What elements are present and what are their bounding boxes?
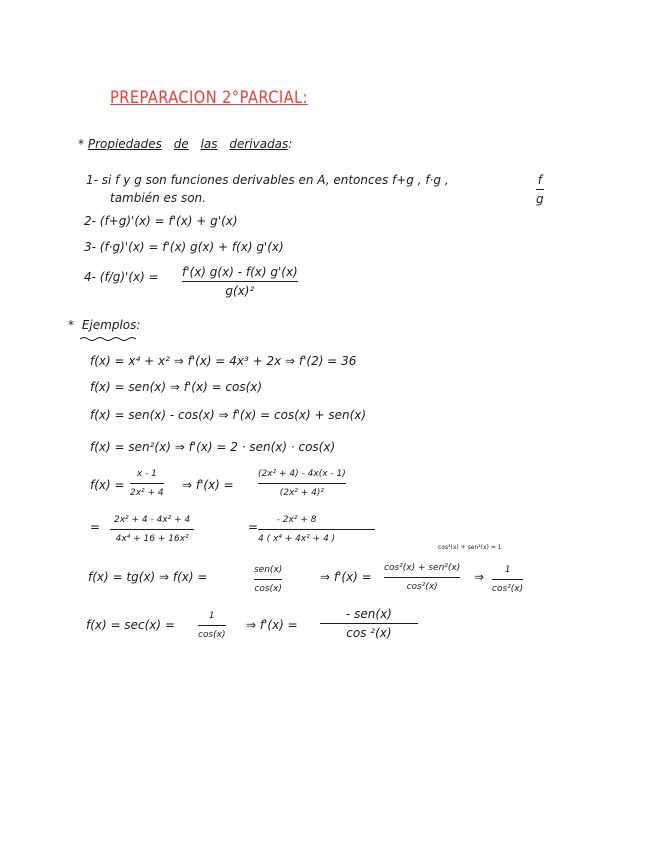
properties-heading	[78, 137, 292, 151]
example-2: f(x) = sen(x) ⇒ f'(x) = cos(x)	[90, 380, 263, 394]
fraction-numerator: 1	[504, 565, 511, 575]
example-5-lhs: f(x) =	[90, 478, 125, 492]
property-1-fraction	[536, 172, 544, 207]
example-6-eq-1: =	[90, 520, 101, 534]
fraction-denominator: cos(x)	[198, 630, 226, 640]
example-8-fraction-1	[198, 608, 226, 643]
fraction-numerator: 2x² + 4 - 4x² + 4	[114, 515, 191, 525]
fraction-bar	[320, 623, 418, 624]
bullet: *	[78, 137, 84, 151]
heading-word: de	[173, 137, 189, 151]
property-4-lhs: 4- (f/g)'(x) =	[84, 270, 159, 284]
fraction-numerator: f	[537, 173, 542, 187]
fraction-denominator: g(x)²	[225, 284, 255, 298]
fraction-bar	[492, 579, 523, 580]
heading-word: Propiedades	[87, 137, 162, 151]
heading-word: las	[200, 137, 218, 151]
fraction-numerator: sen(x)	[254, 565, 283, 575]
fraction-bar	[384, 577, 460, 578]
example-3: f(x) = sen(x) - cos(x) ⇒ f'(x) = cos(x) + sen(x)	[90, 408, 367, 422]
fraction-bar	[110, 529, 194, 530]
property-3: 3- (f·g)'(x) = f'(x) g(x) + f(x) g'(x)	[84, 240, 284, 254]
example-5-fraction-2	[258, 466, 346, 501]
property-4-fraction	[182, 264, 298, 299]
fraction-bar	[258, 529, 375, 530]
property-1-line-1: 1- si f y g son funciones derivables en A, entonces f+g , f·g ,	[86, 173, 449, 187]
example-6-fraction-2	[258, 512, 375, 547]
heading-word: Ejemplos:	[81, 318, 141, 332]
fraction-numerator: (2x² + 4) - 4x(x - 1)	[258, 469, 346, 479]
fraction-bar	[254, 579, 282, 580]
example-7-mid: ⇒ f'(x) =	[320, 570, 372, 584]
example-5-fraction-1	[130, 466, 164, 501]
bullet: *	[68, 318, 74, 332]
example-8-mid: ⇒ f'(x) =	[246, 618, 298, 632]
example-7-arrow: ⇒	[474, 570, 485, 584]
fraction-bar	[198, 625, 226, 626]
heading-word: derivadas	[229, 137, 289, 151]
example-4: f(x) = sen²(x) ⇒ f'(x) = 2 · sen(x) · cos(x)	[90, 440, 336, 454]
fraction-numerator: - 2x² + 8	[276, 515, 317, 525]
example-1: f(x) = x⁴ + x² ⇒ f'(x) = 4x³ + 2x ⇒ f'(2) = 36	[90, 354, 357, 368]
fraction-denominator: (2x² + 4)²	[279, 488, 325, 498]
fraction-bar	[182, 281, 298, 282]
example-7-fraction-2	[384, 560, 460, 595]
fraction-denominator: cos(x)	[254, 584, 282, 594]
fraction-denominator: 2x² + 4	[130, 488, 164, 498]
fraction-bar	[258, 483, 346, 484]
identity-note: cos²(x) + sen²(x) = 1	[438, 544, 502, 551]
fraction-denominator: cos²(x)	[406, 582, 438, 592]
fraction-denominator: 4 ( x⁴ + 4x² + 4 )	[258, 534, 336, 544]
fraction-numerator: 1	[208, 611, 215, 621]
property-1-line-2: también es son.	[110, 191, 206, 205]
fraction-bar	[536, 189, 544, 190]
fraction-numerator: cos²(x) + sen²(x)	[384, 563, 461, 573]
example-8-lhs: f(x) = sec(x) =	[86, 618, 175, 632]
example-6-eq-2: =	[248, 520, 259, 534]
fraction-denominator: 4x⁴ + 16 + 16x²	[115, 534, 189, 544]
fraction-numerator: f'(x) g(x) - f(x) g'(x)	[182, 265, 298, 279]
example-7-fraction-3	[492, 562, 523, 597]
fraction-denominator: cos ²(x)	[346, 626, 392, 640]
heading-colon: :	[288, 137, 293, 151]
fraction-denominator: cos²(x)	[492, 584, 524, 594]
example-5-mid: ⇒ f'(x) =	[182, 478, 234, 492]
fraction-numerator: x - 1	[136, 469, 157, 479]
examples-underline	[80, 336, 140, 340]
example-6-fraction-1	[110, 512, 194, 547]
fraction-numerator: - sen(x)	[346, 607, 392, 621]
example-7-fraction-1	[254, 562, 282, 597]
fraction-denominator: g	[536, 192, 544, 206]
page-title: PREPARACION 2°PARCIAL:	[110, 88, 309, 108]
example-8-fraction-2	[320, 606, 418, 641]
example-7-lhs: f(x) = tg(x) ⇒ f(x) =	[88, 570, 208, 584]
property-2: 2- (f+g)'(x) = f'(x) + g'(x)	[84, 214, 238, 228]
fraction-bar	[130, 483, 164, 484]
examples-heading	[68, 318, 140, 332]
